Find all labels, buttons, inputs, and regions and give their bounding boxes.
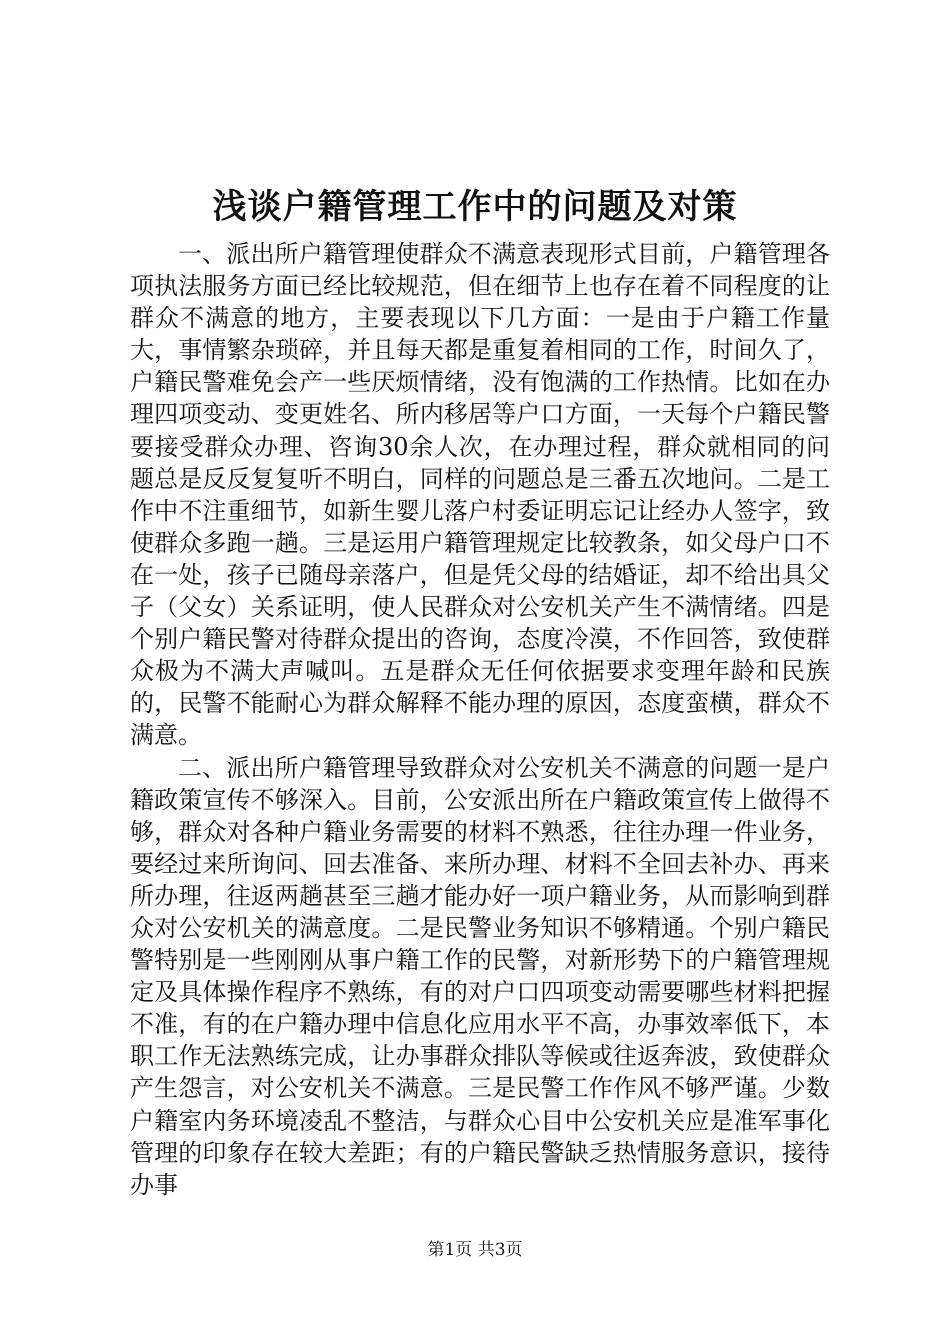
document-body xyxy=(130,238,830,1201)
paragraph-2: 二、派出所户籍管理导致群众对公安机关不满意的问题一是户籍政策宣传不够深入。目前，公安派出所在户籍政策宣传上做得不够，群众对各种户籍业务需要的材料不熟悉，往往办理一件业务，要经过来所询问、回去准备、来所办理、材料不全回去补办、再来所办理，往返两趟甚至三趟才能办好一项户籍业务，从而影响到群众对公安机关的满意度。二是民警业务知识不够精通。个别户籍民警特别是一些刚刚从事户籍工作的民警，对新形势下的户籍管理规定及具体操作程序不熟练，有的对户口四项变动需要哪些材料把握不准，有的在户籍办理中信息化应用水平不高，办事效率低下，本职工作无法熟练完成，让办事群众排队等候或往返奔波，致使群众产生怨言，对公安机关不满意。三是民警工作作风不够严谨。少数户籍室内务环境凌乱不整洁，与群众心目中公安机关应是准军事化管理的印象存在较大差距；有的户籍民警缺乏热情服务意识，接待办事 xyxy=(130,753,830,1199)
paragraph-1: 一、派出所户籍管理使群众不满意表现形式目前，户籍管理各项执法服务方面已经比较规范，但在细节上也存在着不同程度的让群众不满意的地方，主要表现以下几方面：一是由于户籍工作量大，事情繁杂琐碎，并且每天都是重复着相同的工作，时间久了，户籍民警难免会产一些厌烦情绪，没有饱满的工作热情。比如在办理四项变动、变更姓名、所内移居等户口方面，一天每个户籍民警要接受群众办理、咨询30余人次，在办理过程，群众就相同的问题总是反反复复听不明白，同样的问题总是三番五次地问。二是工作中不注重细节，如新生婴儿落户村委证明忘记让经办人签字，致使群众多跑一趟。三是运用户籍管理规定比较教条，如父母户口不在一处，孩子已随母亲落户，但是凭父母的结婚证，却不给出具父子（父女）关系证明，使人民群众对公安机关产生不满情绪。四是个别户籍民警对待群众提出的咨询，态度冷漠，不作回答，致使群众极为不满大声喊叫。五是群众无任何依据要求变理年龄和民族的，民警不能耐心为群众解释不能办理的原因，态度蛮横，群众不满意。 xyxy=(130,240,830,750)
document-title: 浅谈户籍管理工作中的问题及对策 xyxy=(212,187,738,227)
page-footer: 第1页 共3页 xyxy=(427,1240,523,1260)
